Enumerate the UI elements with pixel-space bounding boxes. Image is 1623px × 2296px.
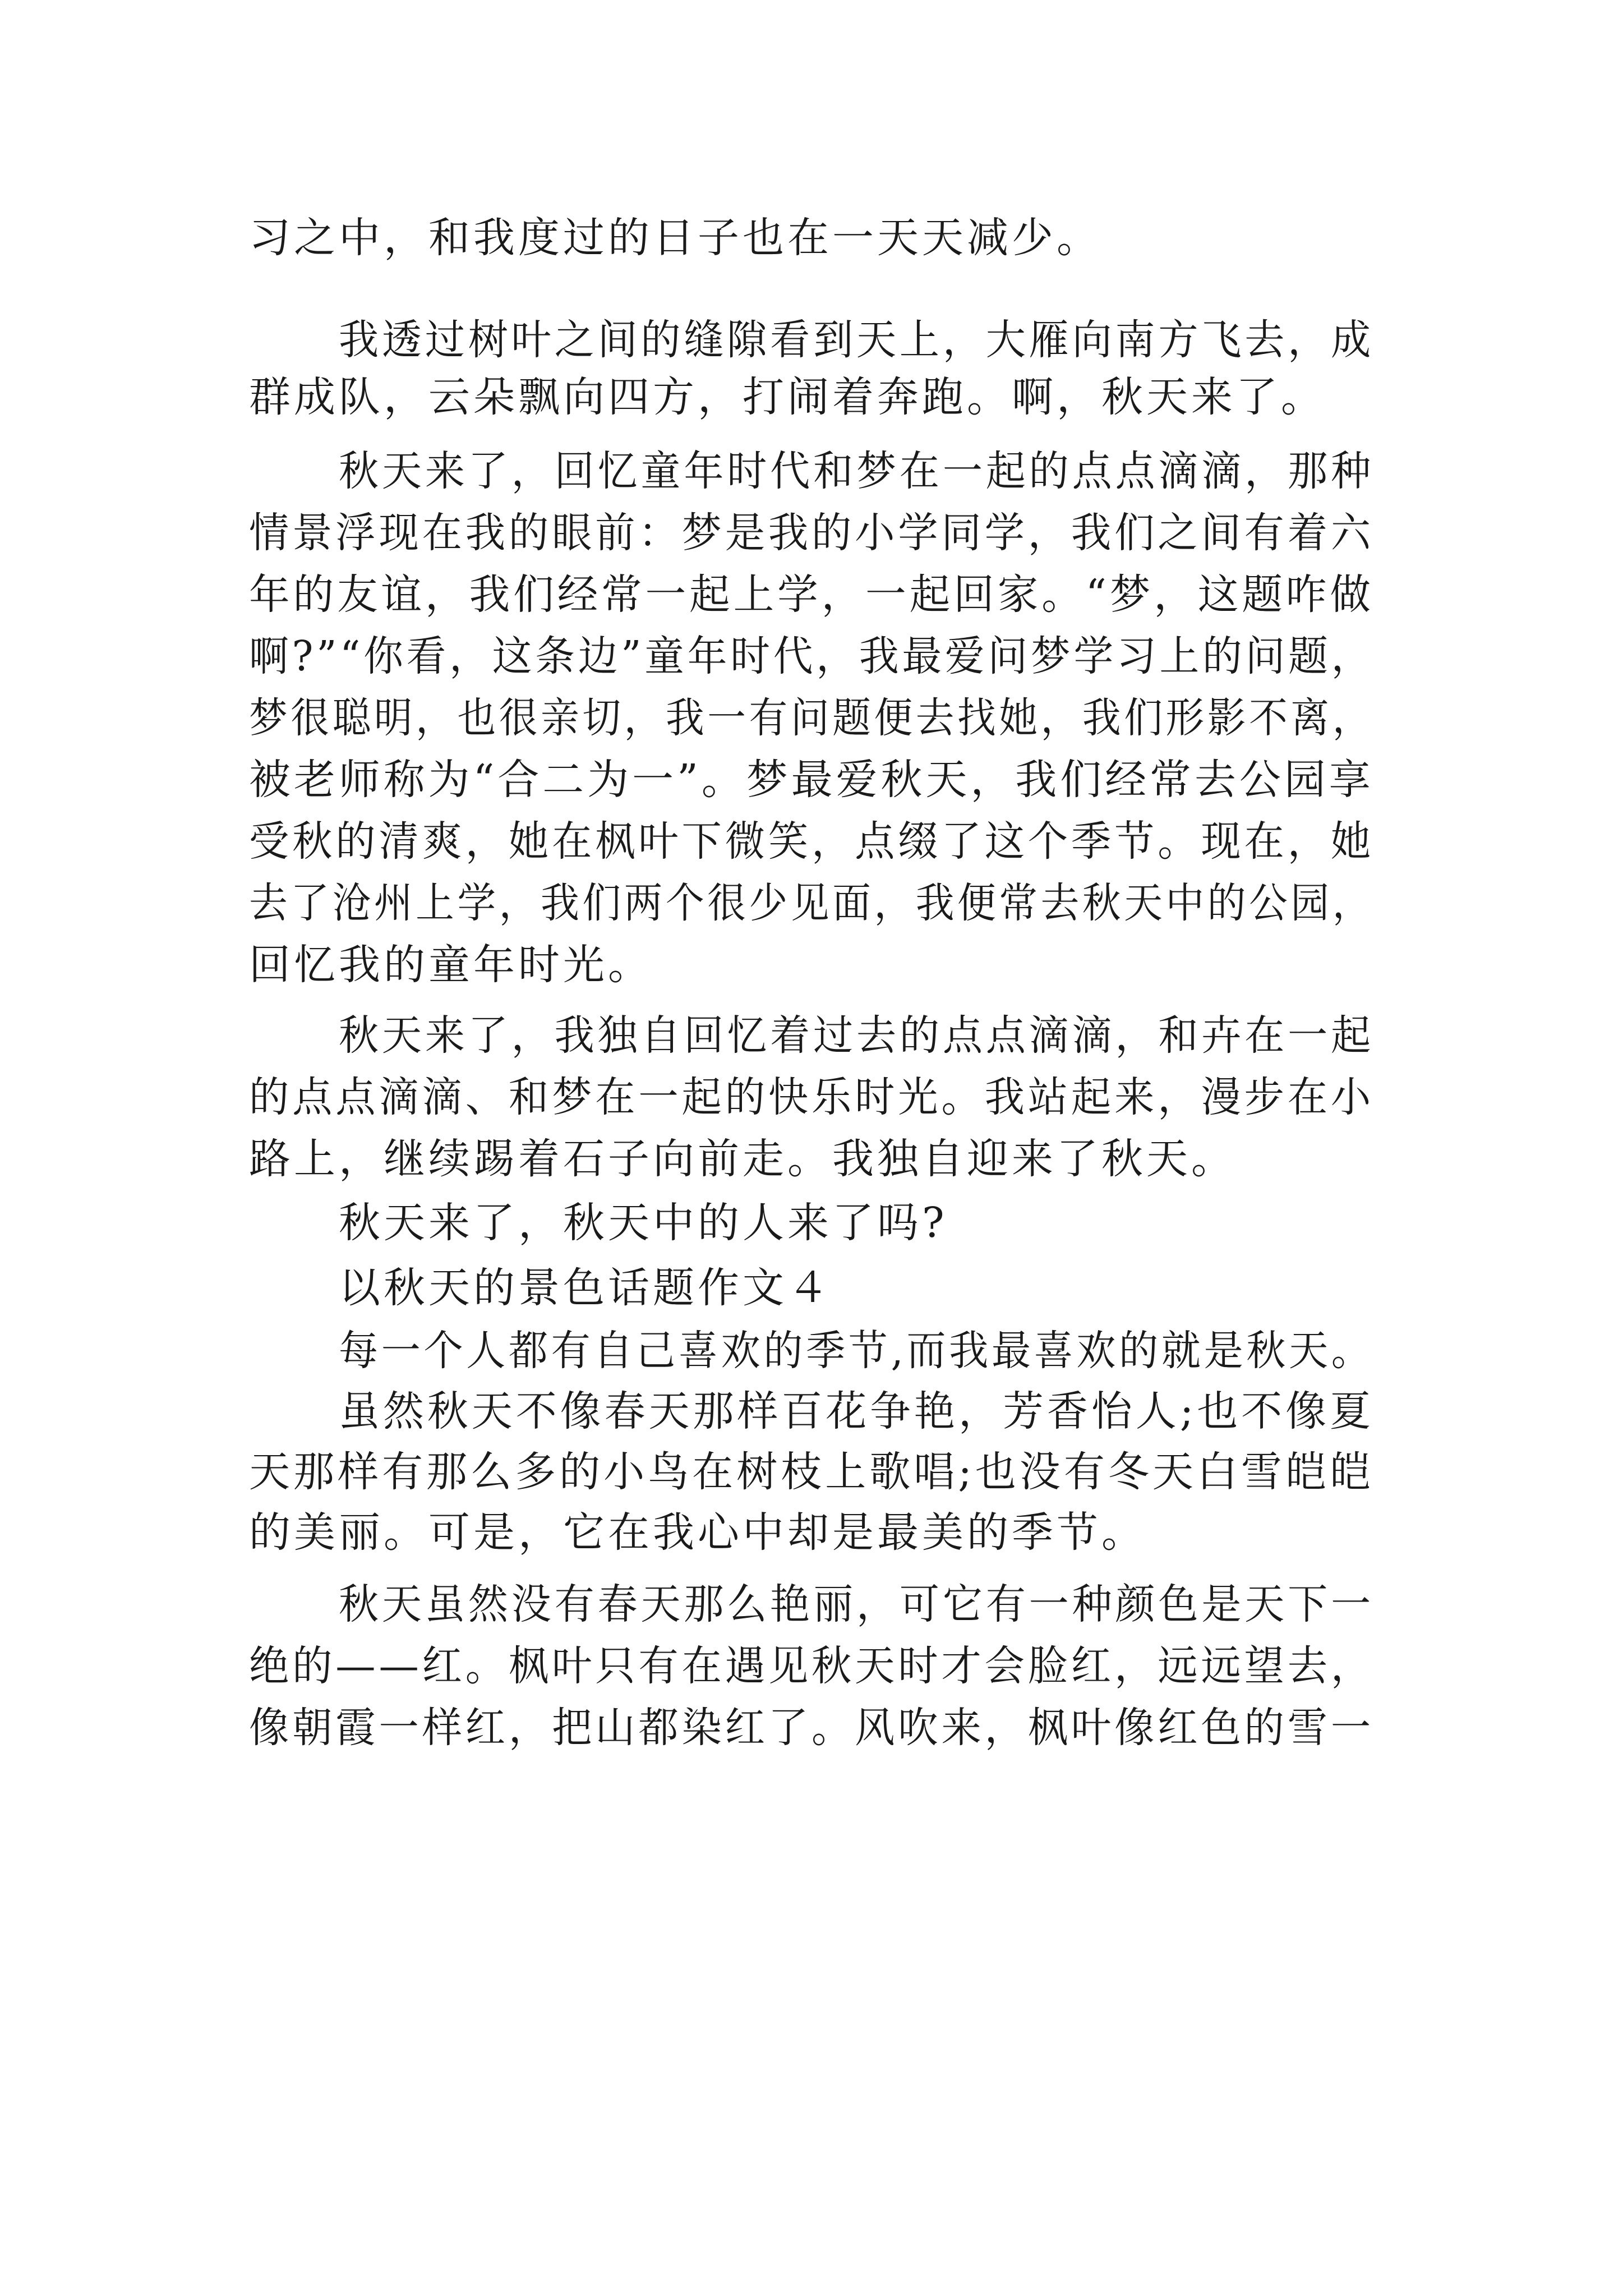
text-line: 天那样有那么多的小鸟在树枝上歌唱;也没有冬天白雪皑皑 — [249, 1448, 1374, 1496]
text-line: 群成队，云朵飘向四方，打闹着奔跑。啊，秋天来了。 — [249, 373, 1326, 421]
paragraph-first-line: 虽然秋天不像春天那样百花争艳，芳香怡人;也不像夏 — [339, 1387, 1374, 1435]
text-line: 去了沧州上学，我们两个很少见面，我便常去秋天中的公园， — [249, 879, 1374, 927]
text-line: 的点点滴滴、和梦在一起的快乐时光。我站起来，漫步在小 — [249, 1073, 1374, 1121]
paragraph-first-line: 秋天来了，秋天中的人来了吗? — [339, 1199, 948, 1247]
text-line: 年的友谊，我们经常一起上学，一起回家。“梦，这题咋做 — [249, 570, 1374, 619]
section-heading: 以秋天的景色话题作文４ — [339, 1264, 832, 1312]
paragraph-first-line: 秋天来了，我独自回忆着过去的点点滴滴，和卉在一起 — [339, 1011, 1374, 1060]
text-line: 像朝霞一样红，把山都染红了。风吹来，枫叶像红色的雪一 — [249, 1704, 1374, 1752]
paragraph-first-line: 我透过树叶之间的缝隙看到天上，大雁向南方飞去，成 — [339, 316, 1374, 364]
paragraph-first-line: 秋天虽然没有春天那么艳丽，可它有一种颜色是天下一 — [339, 1580, 1374, 1628]
text-line: 梦很聪明，也很亲切，我一有问题便去找她，我们形影不离， — [249, 694, 1374, 742]
text-line: 绝的——红。枫叶只有在遇见秋天时才会脸红，远远望去， — [249, 1642, 1374, 1690]
text-line: 回忆我的童年时光。 — [249, 941, 653, 989]
paragraph-first-line: 每一个人都有自己喜欢的季节,而我最喜欢的就是秋天。 — [339, 1327, 1374, 1375]
text-line: 习之中，和我度过的日子也在一天天减少。 — [249, 214, 1101, 262]
paragraph-first-line: 秋天来了，回忆童年时代和梦在一起的点点滴滴，那种 — [339, 447, 1374, 495]
text-line: 受秋的清爽，她在枫叶下微笑，点缀了这个季节。现在，她 — [249, 817, 1374, 866]
text-line: 被老师称为“合二为一”。梦最爱秋天，我们经常去公园享 — [249, 756, 1374, 804]
text-line: 的美丽。可是，它在我心中却是最美的季节。 — [249, 1508, 1146, 1557]
text-line: 啊?”“你看，这条边”童年时代，我最爱问梦学习上的问题， — [249, 632, 1375, 680]
text-line: 情景浮现在我的眼前：梦是我的小学同学，我们之间有着六 — [249, 509, 1374, 557]
text-line: 路上，继续踢着石子向前走。我独自迎来了秋天。 — [249, 1135, 1236, 1183]
